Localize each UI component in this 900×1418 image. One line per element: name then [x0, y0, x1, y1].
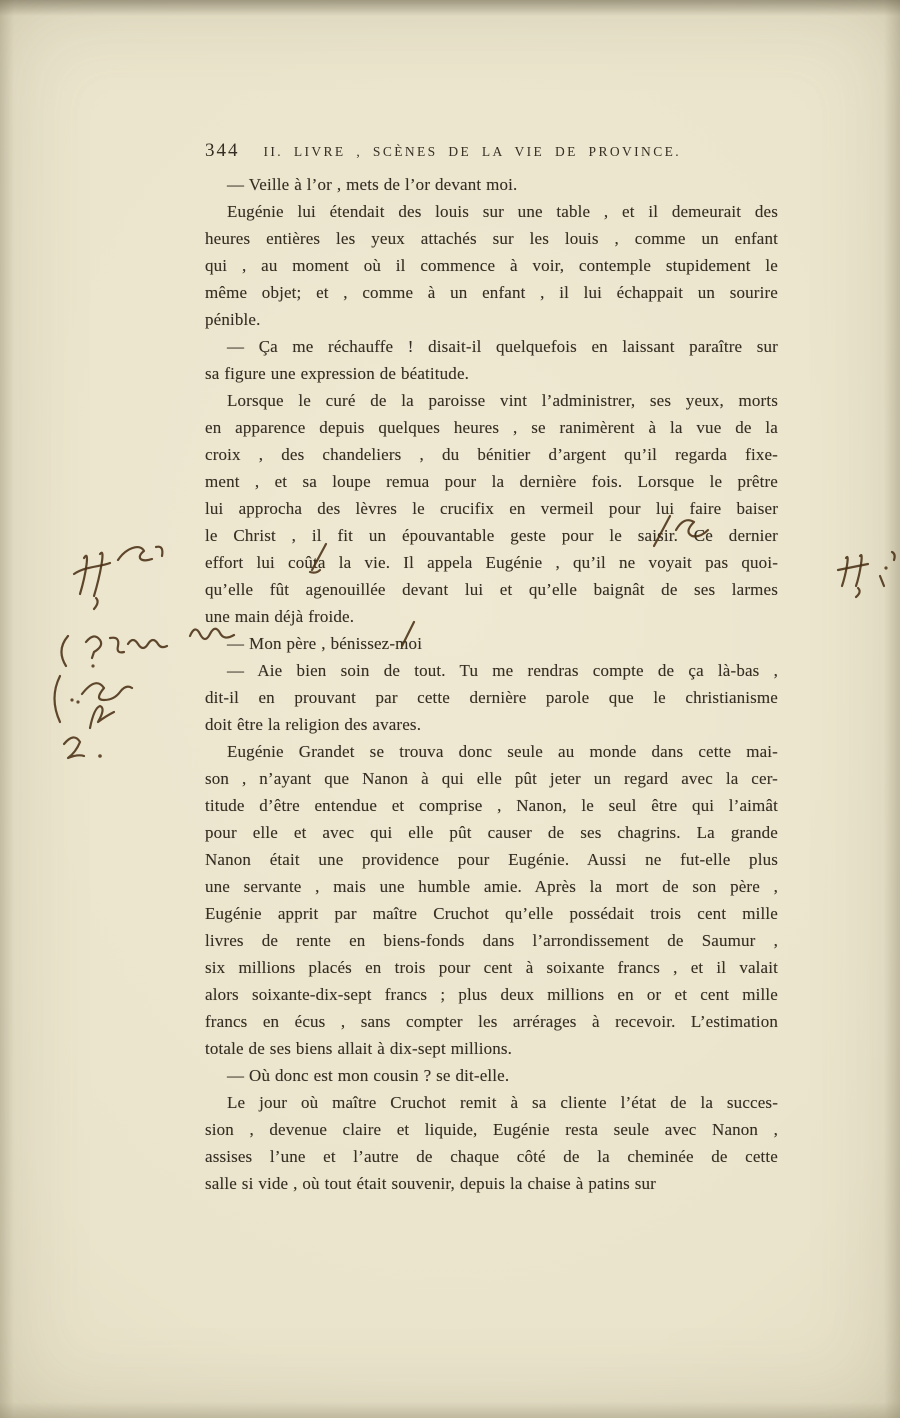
text-line: Le jour où maître Cruchot remit à sa cliente l’état de la succes-: [227, 1093, 778, 1112]
text-line: le Christ , il fit un épouvantable geste pour le saisir. Ce dernier: [205, 526, 778, 545]
text-line: en apparence depuis quelques heures , se ranimèrent à la vue de la: [205, 418, 778, 437]
text-line: qu’elle fût agenouillée devant lui et qu’elle baignât de ses larmes: [205, 580, 778, 599]
text-line: son , n’ayant que Nanon à qui elle pût jeter un regard avec la cer-: [205, 769, 778, 788]
handwritten-annotation-margin-left-column: [52, 630, 212, 765]
text-line: — Ça me réchauffe ! disait-il quelquefois en laissant paraître sur: [227, 337, 778, 356]
page-number: 344: [205, 140, 240, 161]
text-line: qui , au moment où il commence à voir, contemple stupidement le: [205, 256, 778, 275]
handwritten-annotation-margin-right-h: [836, 548, 900, 598]
paragraph: [205, 171, 778, 198]
paragraph: [205, 1089, 778, 1197]
paragraph: [205, 198, 778, 333]
text-line: Eugénie apprit par maître Cruchot qu’elle possédait trois cent mille: [205, 904, 778, 923]
text-line: francs en écus , sans compter les arrérages à recevoir. L’estimation: [205, 1012, 778, 1031]
text-line: alors soixante-dix-sept francs ; plus deux millions en or et cent mille: [205, 985, 778, 1004]
text-line: assises l’une et l’autre de chaque côté de la cheminée de cette: [205, 1147, 778, 1166]
text-line: — Mon père , bénissez-moi: [227, 634, 423, 653]
text-line: sa figure une expression de béatitude.: [205, 364, 470, 383]
text-line: dit-il en prouvant par cette dernière parole que le christianisme: [205, 688, 778, 707]
text-line: Lorsque le curé de la paroisse vint l’administrer, ses yeux, morts: [227, 391, 778, 410]
running-title: II. LIVRE , SCÈNES DE LA VIE DE PROVINCE.: [263, 144, 682, 159]
text-line: croix , des chandeliers , du bénitier d’argent qu’il regarda fixe-: [205, 445, 778, 464]
handwritten-annotation-inline-vie: [306, 540, 332, 578]
paragraph: [205, 387, 778, 630]
text-line: doit être la religion des avares.: [205, 715, 422, 734]
paragraph: [205, 1062, 778, 1089]
text-line: — Où donc est mon cousin ? se dit-elle.: [227, 1066, 510, 1085]
text-line: pour elle et avec qui elle pût causer de ses chagrins. La grande: [205, 823, 778, 842]
text-line: totale de ses biens allait à dix-sept millions.: [205, 1039, 513, 1058]
text-line: Nanon était une providence pour Eugénie. Aussi ne fut-elle plus: [205, 850, 778, 869]
text-block: [205, 171, 778, 1197]
text-line: lui approcha des lèvres le crucifix en vermeil pour lui faire baiser: [205, 499, 778, 518]
text-line: effort lui coûta la vie. Il appela Eugénie , qu’il ne voyait pas quoi-: [205, 553, 778, 572]
handwritten-annotation-inline-saisir: [648, 512, 718, 552]
text-line: livres de rente en biens-fonds dans l’arrondissement de Saumur ,: [205, 931, 778, 950]
paragraph: [205, 333, 778, 387]
text-line: une servante , mais une humble amie. Après la mort de son père ,: [205, 877, 778, 896]
text-line: six millions placés en trois pour cent à soixante francs , et il valait: [205, 958, 778, 977]
text-line: heures entières les yeux attachés sur les louis , comme un enfant: [205, 229, 778, 248]
text-line: Eugénie lui étendait des louis sur une table , et il demeurait des: [227, 202, 778, 221]
text-line: — Veille à l’or , mets de l’or devant moi.: [227, 175, 518, 194]
text-line: une main déjà froide.: [205, 607, 355, 626]
text-line: sion , devenue claire et liquide, Eugénie resta seule avec Nanon ,: [205, 1120, 778, 1139]
paragraph: [205, 630, 778, 657]
text-line: — Aie bien soin de tout. Tu me rendras compte de ça là-bas ,: [227, 661, 778, 680]
handwritten-annotation-margin-left-h: [70, 540, 180, 610]
paragraph: [205, 657, 778, 738]
text-line: Eugénie Grandet se trouva donc seule au monde dans cette mai-: [227, 742, 778, 761]
paragraph: [205, 738, 778, 1062]
handwritten-annotation-inline-mon-pere: [188, 622, 238, 646]
text-line: ment , et sa loupe remua pour la dernière fois. Lorsque le prêtre: [205, 472, 778, 491]
text-line: titude d’être entendue et comprise , Nanon, le seul être qui l’aimât: [205, 796, 778, 815]
page-content: [205, 140, 778, 1197]
page-header: [205, 140, 778, 162]
handwritten-annotation-inline-benissez: [398, 618, 418, 652]
text-line: salle si vide , où tout était souvenir, depuis la chaise à patins sur: [205, 1174, 656, 1193]
text-line: pénible.: [205, 310, 261, 329]
text-line: même objet; et , comme à un enfant , il lui échappait un sourire: [205, 283, 778, 302]
